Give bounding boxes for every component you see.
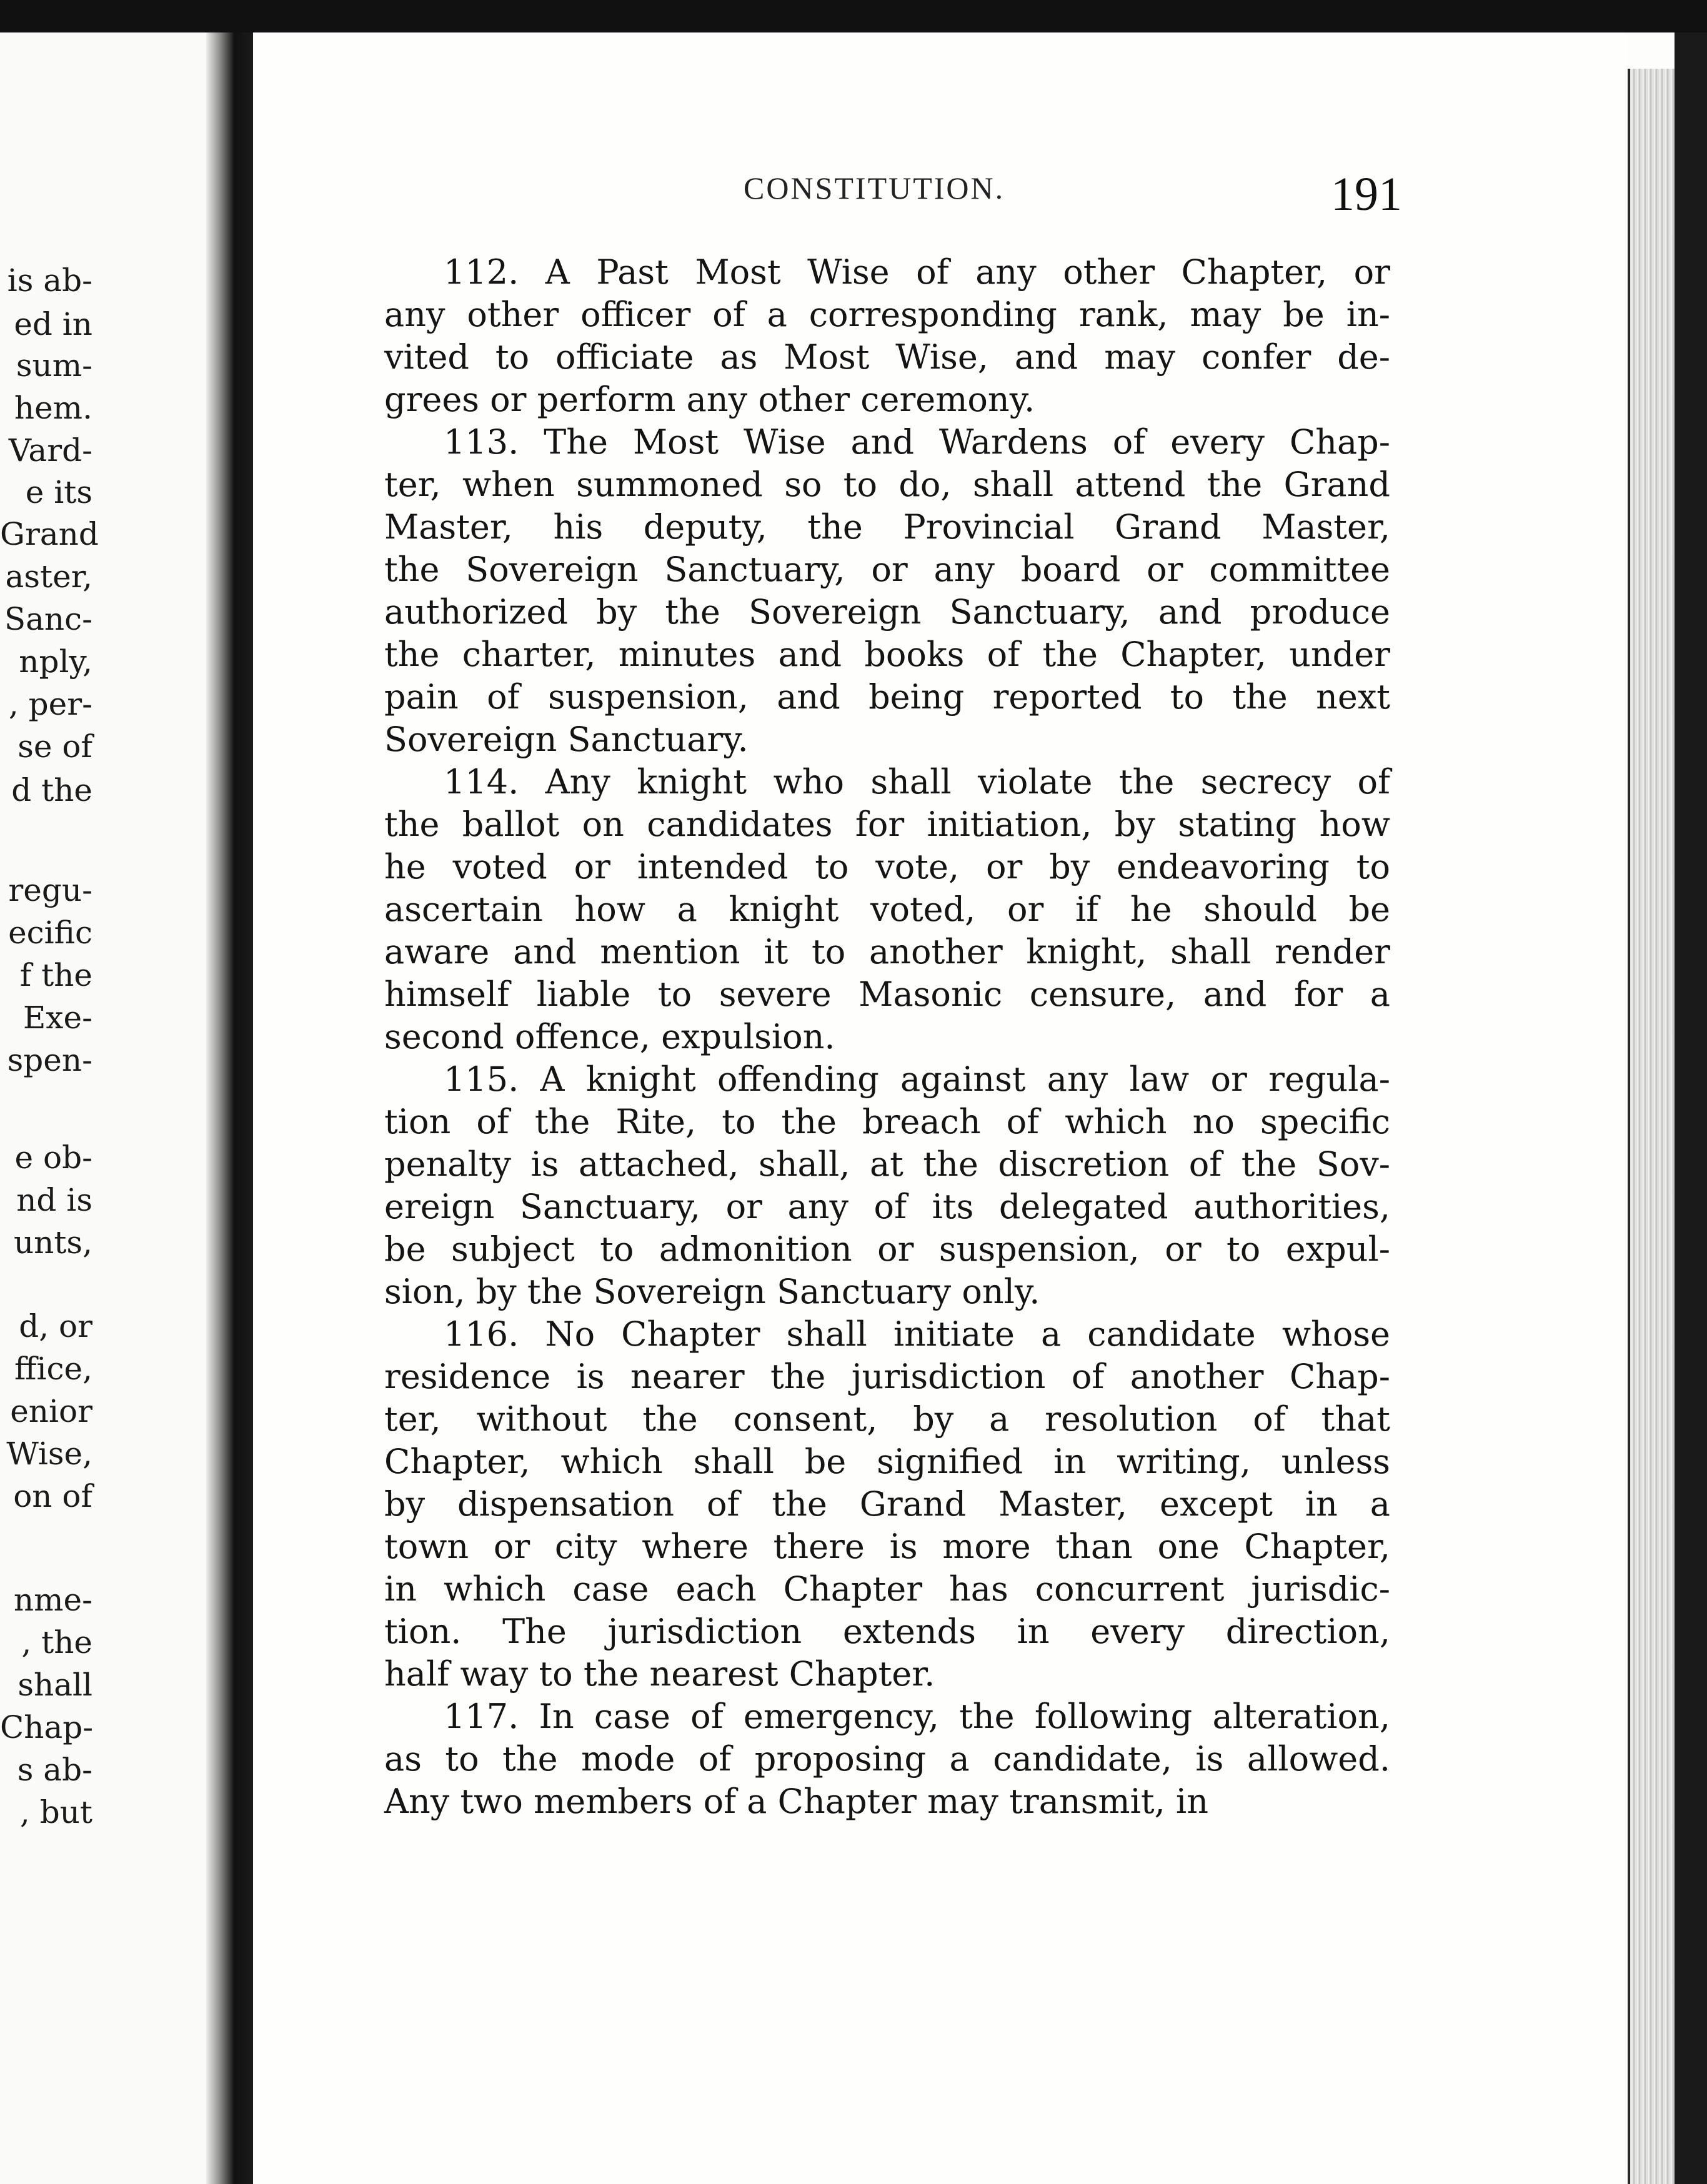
page-body <box>384 251 1390 1823</box>
section-text: A Past Most Wise of any other Chapter, or <box>545 252 1390 292</box>
section-112 <box>384 251 1390 421</box>
text-line: tion of the Rite, to the breach of which no specific <box>384 1102 1390 1141</box>
text-line: the ballot on candidates for initiation, by stating how <box>384 805 1390 844</box>
section-text: Any knight who shall violate the secrecy of <box>545 762 1391 802</box>
previous-page-line: , but <box>19 1794 92 1830</box>
text-line: tion. The jurisdiction extends in every direction, <box>384 1612 1390 1651</box>
page-number: 191 <box>1331 168 1402 221</box>
section-text: The Most Wise and Wardens of every Chap- <box>544 422 1390 462</box>
text-line: he voted or intended to vote, or by endeavoring to <box>384 847 1390 886</box>
previous-page-line: Vard- <box>8 432 92 469</box>
text-line <box>384 421 1390 464</box>
text-line <box>384 1058 1390 1101</box>
previous-page-line: nd is <box>16 1182 92 1218</box>
text-line: in which case each Chapter has concurrent jurisdic- <box>384 1569 1390 1609</box>
text-line: as to the mode of proposing a candidate, is allowed. <box>384 1739 1390 1779</box>
section-116 <box>384 1313 1390 1695</box>
text-line <box>384 761 1390 803</box>
section-113 <box>384 421 1390 761</box>
previous-page-line: e ob- <box>14 1139 92 1176</box>
text-line: ereign Sanctuary, or any of its delegated authorities, <box>384 1187 1390 1226</box>
text-line: ter, without the consent, by a resolution of that <box>384 1399 1390 1439</box>
previous-page-line: nme- <box>13 1582 92 1618</box>
previous-page-line: Sanc- <box>4 601 92 637</box>
text-line <box>384 251 1390 294</box>
text-line <box>384 1695 1390 1738</box>
previous-page-line: sum- <box>16 347 92 384</box>
section-text: No Chapter shall initiate a candidate whose <box>545 1314 1391 1354</box>
previous-page-line: d the <box>11 772 92 808</box>
text-line: sion, by the Sovereign Sanctuary only. <box>384 1272 1040 1311</box>
previous-page-line: nply, <box>19 643 92 680</box>
text-line: himself liable to severe Masonic censure, and for a <box>384 975 1390 1014</box>
section-text: A knight offending against any law or regula- <box>540 1060 1391 1099</box>
text-line: residence is nearer the jurisdiction of another Chap- <box>384 1357 1390 1396</box>
scan-top-border <box>0 0 1707 32</box>
previous-page-line: se of <box>17 728 92 765</box>
previous-page-line: , the <box>21 1624 92 1660</box>
previous-page-line: Exe- <box>22 1000 92 1036</box>
scan-right-border <box>1675 32 1707 2184</box>
previous-page-line: spen- <box>7 1042 92 1078</box>
text-line: Sovereign Sanctuary. <box>384 720 749 759</box>
previous-page-line: e its <box>25 474 92 510</box>
previous-page-line: hem. <box>14 390 92 426</box>
previous-page-line: ed in <box>14 306 92 342</box>
text-line: by dispensation of the Grand Master, except in a <box>384 1484 1390 1524</box>
text-line: second offence, expulsion. <box>384 1017 835 1056</box>
previous-page-line: is ab- <box>7 262 92 299</box>
previous-page-line: ecific <box>8 915 92 951</box>
text-line: half way to the nearest Chapter. <box>384 1654 935 1694</box>
text-line: be subject to admonition or suspension, or to expul- <box>384 1229 1390 1269</box>
running-title: CONSTITUTION. <box>744 171 1005 206</box>
section-115 <box>384 1058 1390 1313</box>
book-gutter <box>206 32 253 2184</box>
previous-page-line: unts, <box>13 1224 92 1261</box>
text-line: town or city where there is more than one Chapter, <box>384 1527 1390 1566</box>
section-number: 112. <box>444 252 519 292</box>
text-line: ter, when summoned so to do, shall attend the Grand <box>384 465 1390 504</box>
previous-page-line: Grand <box>0 516 99 552</box>
previous-page-line: s ab- <box>17 1752 92 1788</box>
text-line <box>384 1313 1390 1356</box>
text-line: grees or perform any other ceremony. <box>384 380 1035 419</box>
previous-page-line: Chap- <box>0 1709 94 1745</box>
previous-page-line: ffice, <box>14 1351 92 1387</box>
previous-page-line: Wise, <box>6 1436 92 1472</box>
text-line: aware and mention it to another knight, shall render <box>384 932 1390 971</box>
section-text: In case of emergency, the following alteration, <box>539 1697 1390 1736</box>
previous-page-line: shall <box>17 1667 92 1703</box>
previous-page-line: enior <box>10 1393 92 1429</box>
text-line: pain of suspension, and being reported to the next <box>384 677 1390 717</box>
section-number: 117. <box>444 1697 519 1736</box>
previous-page-line: regu- <box>8 872 92 908</box>
previous-page-line: , per- <box>8 686 92 722</box>
previous-page-line: on of <box>13 1478 92 1514</box>
previous-page-line: d, or <box>19 1308 92 1344</box>
page-edges <box>1628 69 1677 2184</box>
section-number: 113. <box>444 422 519 462</box>
text-line: vited to officiate as Most Wise, and may confer de- <box>384 337 1390 377</box>
text-line: the Sovereign Sanctuary, or any board or committee <box>384 550 1390 589</box>
section-114 <box>384 761 1390 1058</box>
text-line: any other officer of a corresponding rank, may be in- <box>384 295 1390 334</box>
previous-page-line: aster, <box>5 558 92 595</box>
previous-page-line: f the <box>19 957 92 993</box>
section-117 <box>384 1695 1390 1823</box>
section-number: 114. <box>444 762 519 802</box>
text-line: ascertain how a knight voted, or if he should be <box>384 890 1390 929</box>
text-line: penalty is attached, shall, at the discretion of the Sov- <box>384 1144 1390 1184</box>
text-line: Chapter, which shall be signified in writing, unless <box>384 1442 1390 1481</box>
section-number: 115. <box>444 1060 519 1099</box>
text-line: the charter, minutes and books of the Chapter, under <box>384 635 1390 674</box>
text-line: Master, his deputy, the Provincial Grand Master, <box>384 507 1390 547</box>
text-line: authorized by the Sovereign Sanctuary, and produce <box>384 592 1390 632</box>
text-line: Any two members of a Chapter may transmit, in <box>384 1782 1208 1821</box>
section-number: 116. <box>444 1314 519 1354</box>
